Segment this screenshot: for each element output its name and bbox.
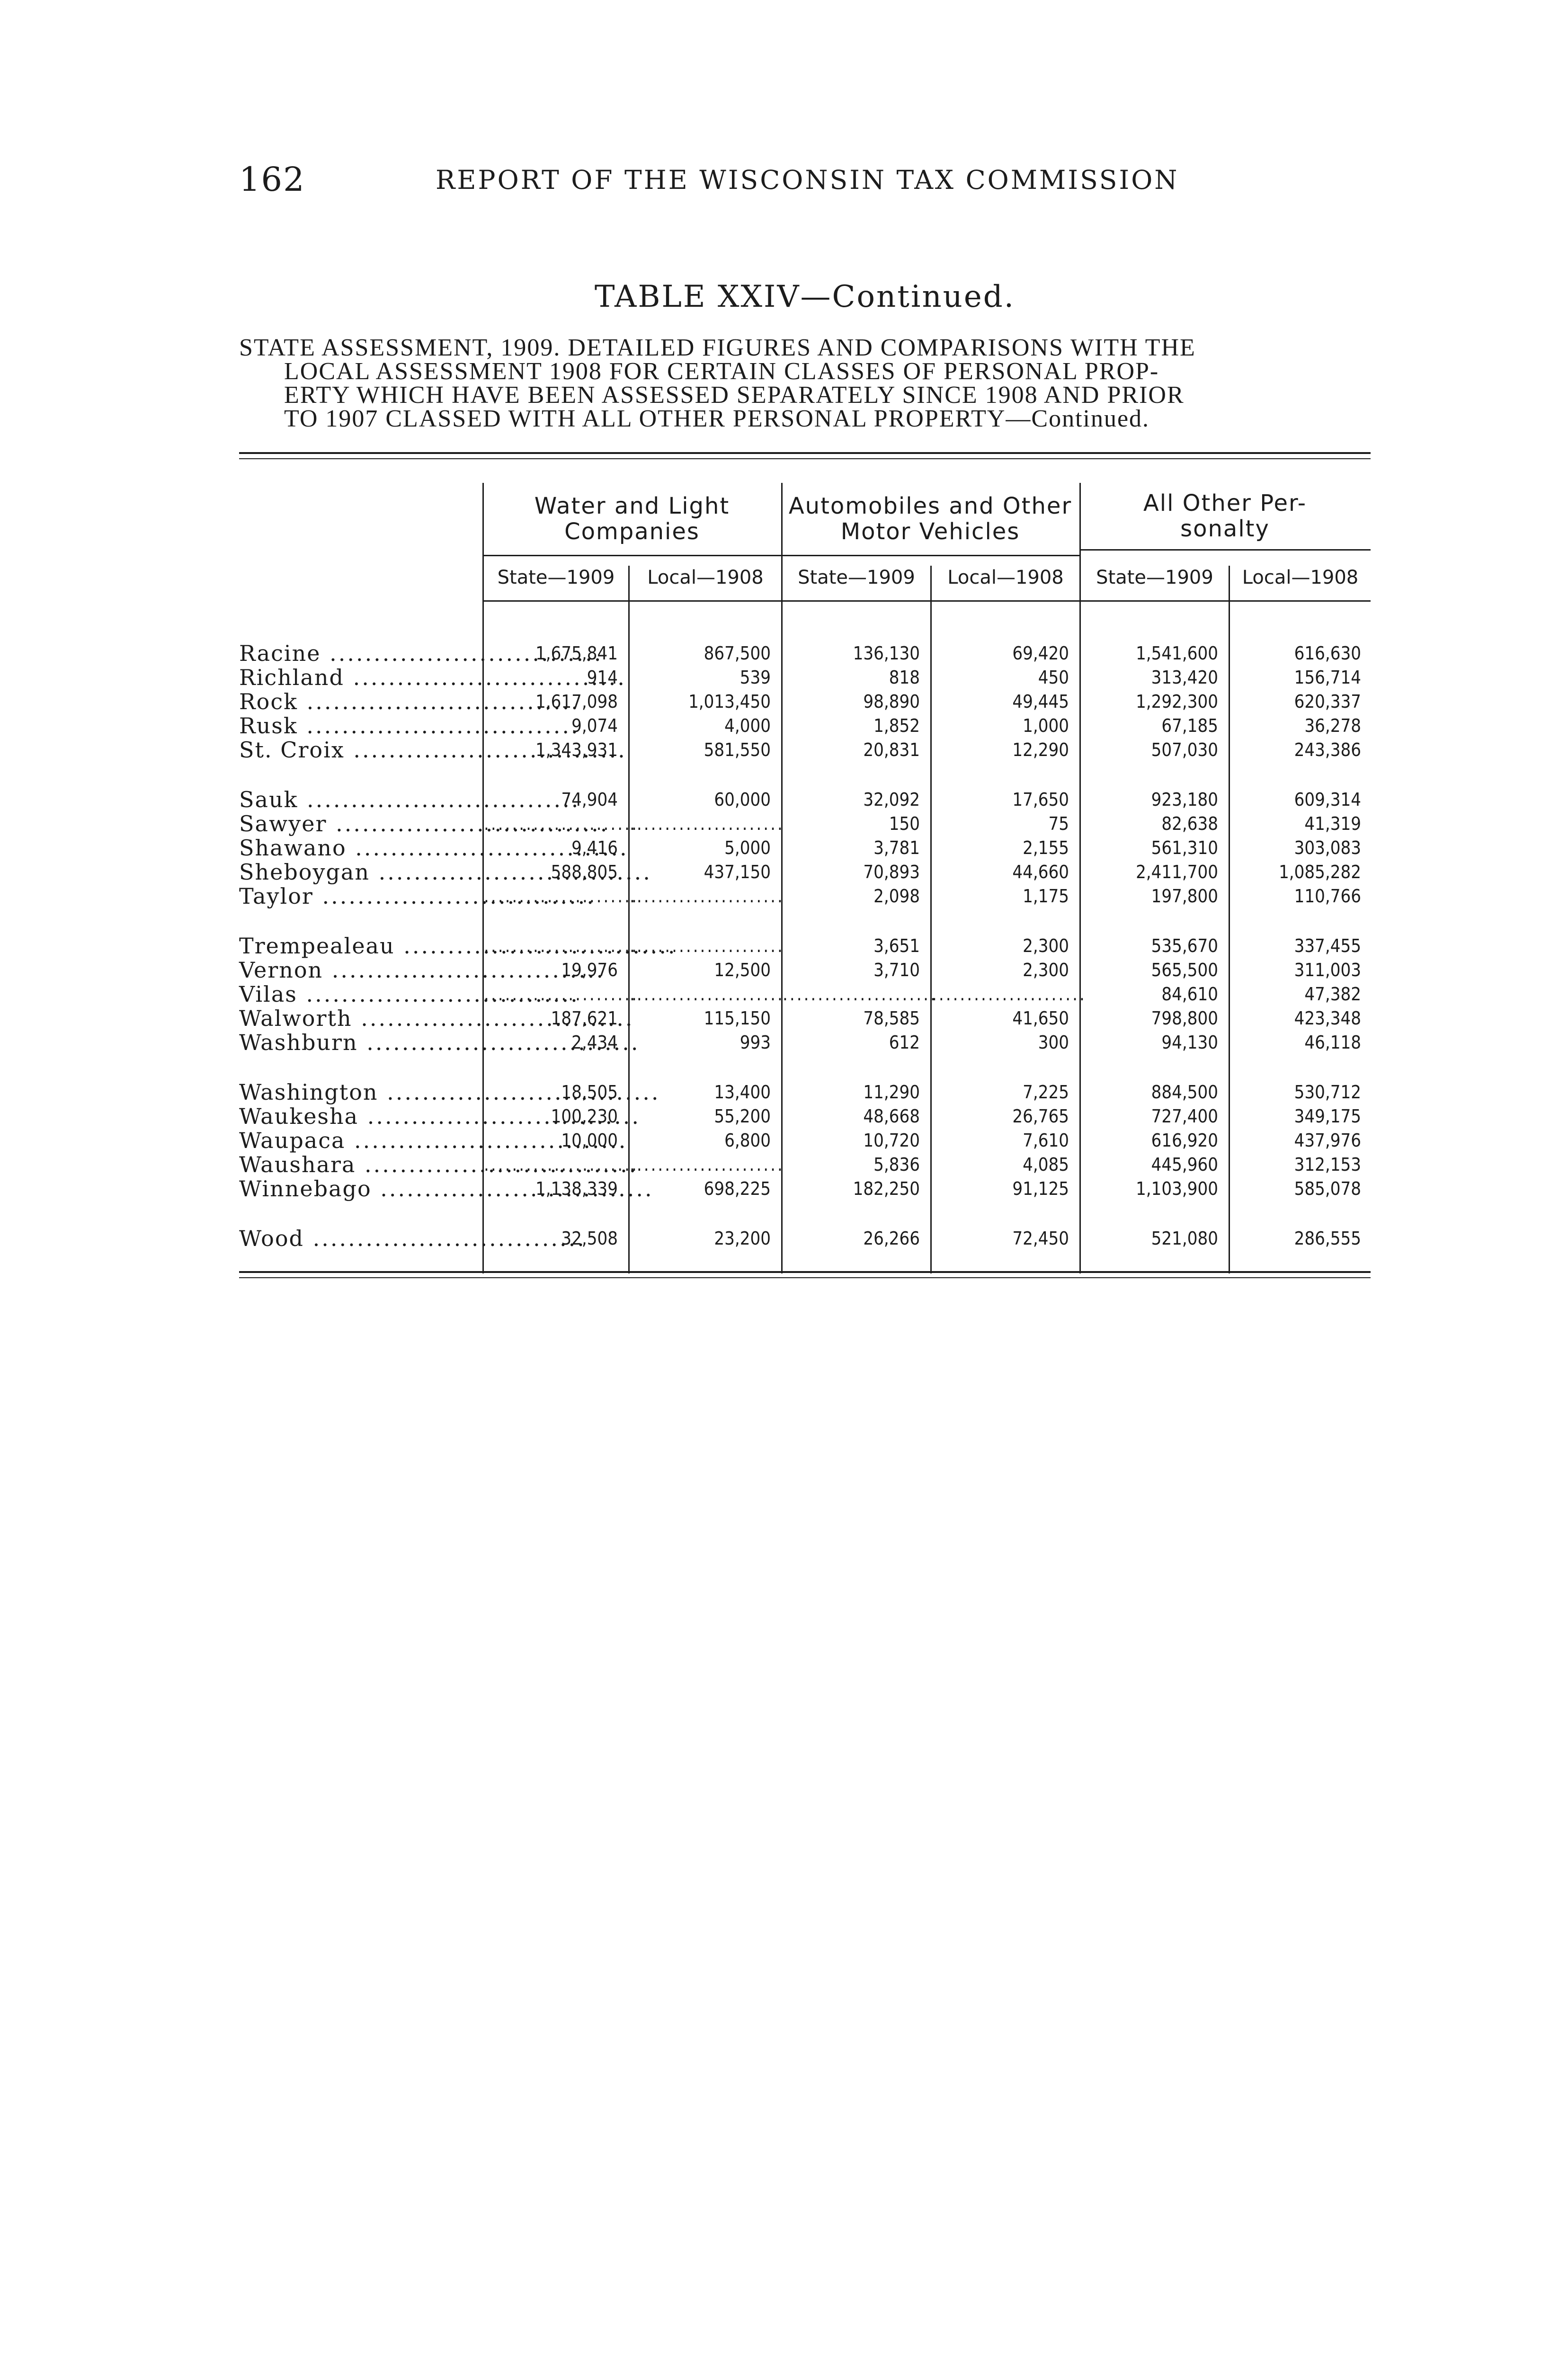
column-group-automobiles: Automobiles and Other Motor Vehicles <box>788 493 1072 545</box>
value-cell: 818 <box>889 667 920 688</box>
value-cell: 67,185 <box>1161 715 1218 736</box>
table-row <box>239 1104 1371 1128</box>
value-cell: 60,000 <box>714 789 771 810</box>
value-cell: 450 <box>1038 667 1069 688</box>
value-cell: 867,500 <box>704 643 771 664</box>
top-rule-thin <box>239 458 1371 459</box>
value-cell: 4,085 <box>1023 1154 1069 1175</box>
value-cell: 2,155 <box>1023 837 1069 858</box>
subheader-local-1908: Local—1908 <box>1242 567 1359 588</box>
county-name: Waukesha ..... <box>239 1104 476 1128</box>
county-name: Wood ..... <box>239 1227 476 1250</box>
value-cell: 23,200 <box>714 1228 771 1249</box>
value-cell: 2,434 <box>571 1032 618 1053</box>
value-cell: 9,416 <box>571 837 618 858</box>
table-row <box>239 738 1371 762</box>
value-cell: 521,080 <box>1151 1228 1218 1249</box>
county-name: Washington ..... <box>239 1080 476 1104</box>
value-cell: 7,225 <box>1023 1082 1069 1103</box>
value-cell: 46,118 <box>1304 1032 1361 1053</box>
value-cell: 303,083 <box>1294 837 1361 858</box>
value-cell: 1,085,282 <box>1279 862 1361 882</box>
empty-cell-leader: ...................... <box>484 813 639 834</box>
column-group-other-personalty: All Other Per- sonalty <box>1143 490 1307 542</box>
value-cell: 91,125 <box>1012 1178 1069 1199</box>
value-cell: 585,078 <box>1294 1178 1361 1199</box>
table-row <box>239 1177 1371 1201</box>
value-cell: 561,310 <box>1151 837 1218 858</box>
value-cell: 49,445 <box>1012 691 1069 712</box>
value-cell: 17,650 <box>1012 789 1069 810</box>
county-name: Sawyer ..... <box>239 812 476 836</box>
value-cell: 2,098 <box>873 886 920 907</box>
value-cell: 26,266 <box>863 1228 920 1249</box>
value-cell: 2,411,700 <box>1136 862 1218 882</box>
table-row <box>239 1153 1371 1176</box>
table-row <box>239 836 1371 860</box>
table-row <box>239 860 1371 884</box>
value-cell: 1,675,841 <box>535 643 618 664</box>
running-head <box>239 160 1375 198</box>
county-name: Walworth ..... <box>239 1006 476 1030</box>
value-cell: 182,250 <box>853 1178 920 1199</box>
value-cell: 1,292,300 <box>1136 691 1218 712</box>
table-row <box>239 690 1371 713</box>
value-cell: 82,638 <box>1161 813 1218 834</box>
empty-cell-leader: ...................... <box>630 1154 784 1175</box>
value-cell: 36,278 <box>1304 715 1361 736</box>
subheader-state-1909: State—1909 <box>1096 567 1213 588</box>
table-row <box>239 788 1371 811</box>
table-row <box>239 1080 1371 1104</box>
value-cell: 530,712 <box>1294 1082 1361 1103</box>
empty-cell-leader: ...................... <box>484 886 639 907</box>
bottom-rule-thin <box>239 1277 1371 1278</box>
value-cell: 1,343,931 <box>535 739 618 760</box>
value-cell: 1,000 <box>1023 715 1069 736</box>
group-underline <box>1079 549 1371 551</box>
bottom-rule <box>239 1271 1371 1273</box>
table-caption <box>239 336 1371 431</box>
county-name: Washburn ..... <box>239 1031 476 1054</box>
value-cell: 507,030 <box>1151 739 1218 760</box>
value-cell: 19,976 <box>561 960 618 980</box>
county-name: Winnebago ..... <box>239 1177 476 1201</box>
value-cell: 2,300 <box>1023 935 1069 956</box>
value-cell: 84,610 <box>1161 984 1218 1005</box>
value-cell: 12,500 <box>714 960 771 980</box>
assessment-table <box>239 473 1371 1278</box>
county-name: Racine ..... <box>239 641 476 665</box>
value-cell: 286,555 <box>1294 1228 1361 1249</box>
subheader-state-1909: State—1909 <box>497 567 615 588</box>
county-name: Richland ..... <box>239 666 476 689</box>
value-cell: 1,852 <box>873 715 920 736</box>
value-cell: 9,074 <box>571 715 618 736</box>
county-name: Waushara ..... <box>239 1153 476 1176</box>
county-name: Rock ..... <box>239 690 476 713</box>
value-cell: 10,720 <box>863 1130 920 1151</box>
empty-cell-leader: ...................... <box>484 1154 639 1175</box>
value-cell: 437,150 <box>704 862 771 882</box>
table-row <box>239 714 1371 738</box>
county-name: Vernon ..... <box>239 958 476 982</box>
value-cell: 41,650 <box>1012 1008 1069 1029</box>
county-name: St. Croix ..... <box>239 738 476 762</box>
empty-cell-leader: ...................... <box>484 984 639 1005</box>
value-cell: 69,420 <box>1012 643 1069 664</box>
value-cell: 243,386 <box>1294 739 1361 760</box>
value-cell: 1,103,900 <box>1136 1178 1218 1199</box>
value-cell: 7,610 <box>1023 1130 1069 1151</box>
value-cell: 110,766 <box>1294 886 1361 907</box>
value-cell: 2,300 <box>1023 960 1069 980</box>
value-cell: 75 <box>1048 813 1069 834</box>
value-cell: 100,230 <box>551 1106 618 1127</box>
empty-cell-leader: ...................... <box>484 935 639 956</box>
county-name: Vilas ..... <box>239 982 476 1006</box>
value-cell: 884,500 <box>1151 1082 1218 1103</box>
value-cell: 588,805 <box>551 862 618 882</box>
county-name: Shawano ..... <box>239 836 476 860</box>
value-cell: 437,976 <box>1294 1130 1361 1151</box>
value-cell: 94,130 <box>1161 1032 1218 1053</box>
table-row <box>239 1129 1371 1152</box>
subheader-state-1909: State—1909 <box>798 567 915 588</box>
value-cell: 78,585 <box>863 1008 920 1029</box>
value-cell: 44,660 <box>1012 862 1069 882</box>
empty-cell-leader: ...................... <box>932 984 1087 1005</box>
table-row <box>239 666 1371 689</box>
value-cell: 10,000 <box>561 1130 618 1151</box>
value-cell: 20,831 <box>863 739 920 760</box>
running-title: REPORT OF THE WISCONSIN TAX COMMISSION <box>436 165 1179 195</box>
county-name: Sheboygan ..... <box>239 860 476 884</box>
value-cell: 581,550 <box>704 739 771 760</box>
value-cell: 72,450 <box>1012 1228 1069 1249</box>
empty-cell-leader: ...................... <box>630 984 784 1005</box>
value-cell: 136,130 <box>853 643 920 664</box>
value-cell: 616,630 <box>1294 643 1361 664</box>
value-cell: 914 <box>587 667 618 688</box>
caption-line: ERTY WHICH HAVE BEEN ASSESSED SEPARATELY SINCE 1908 AND PRIOR <box>284 382 1185 409</box>
table-row <box>239 884 1371 908</box>
value-cell: 445,960 <box>1151 1154 1218 1175</box>
value-cell: 312,153 <box>1294 1154 1361 1175</box>
value-cell: 539 <box>739 667 771 688</box>
value-cell: 26,765 <box>1012 1106 1069 1127</box>
value-cell: 993 <box>739 1032 771 1053</box>
value-cell: 1,617,098 <box>535 691 618 712</box>
value-cell: 311,003 <box>1294 960 1361 980</box>
caption-line: STATE ASSESSMENT, 1909. DETAILED FIGURES AND COMPARISONS WITH THE <box>239 334 1196 361</box>
table-row <box>239 641 1371 665</box>
county-name: Waupaca ..... <box>239 1129 476 1152</box>
empty-cell-leader: ...................... <box>630 886 784 907</box>
value-cell: 535,670 <box>1151 935 1218 956</box>
value-cell: 3,651 <box>873 935 920 956</box>
group-underline <box>482 555 781 556</box>
value-cell: 1,013,450 <box>688 691 771 712</box>
value-cell: 923,180 <box>1151 789 1218 810</box>
value-cell: 5,836 <box>873 1154 920 1175</box>
value-cell: 12,290 <box>1012 739 1069 760</box>
county-name: Taylor ..... <box>239 884 476 908</box>
value-cell: 156,714 <box>1294 667 1361 688</box>
value-cell: 3,781 <box>873 837 920 858</box>
value-cell: 4,000 <box>724 715 771 736</box>
table-title: TABLE XXIV—Continued. <box>594 279 1016 314</box>
value-cell: 11,290 <box>863 1082 920 1103</box>
county-name: Trempealeau ..... <box>239 934 476 958</box>
value-cell: 74,904 <box>561 789 618 810</box>
value-cell: 565,500 <box>1151 960 1218 980</box>
value-cell: 1,175 <box>1023 886 1069 907</box>
value-cell: 423,348 <box>1294 1008 1361 1029</box>
value-cell: 18,505 <box>561 1082 618 1103</box>
value-cell: 698,225 <box>704 1178 771 1199</box>
caption-line: TO 1907 CLASSED WITH ALL OTHER PERSONAL PROPERTY—Continued. <box>284 405 1150 432</box>
subheader-local-1908: Local—1908 <box>647 567 764 588</box>
empty-cell-leader: ...................... <box>630 935 784 956</box>
value-cell: 13,400 <box>714 1082 771 1103</box>
value-cell: 609,314 <box>1294 789 1361 810</box>
value-cell: 150 <box>889 813 920 834</box>
table-row <box>239 1227 1371 1250</box>
value-cell: 70,893 <box>863 862 920 882</box>
value-cell: 616,920 <box>1151 1130 1218 1151</box>
caption-line: LOCAL ASSESSMENT 1908 FOR CERTAIN CLASSES OF PERSONAL PROP- <box>284 358 1159 385</box>
value-cell: 41,319 <box>1304 813 1361 834</box>
value-cell: 313,420 <box>1151 667 1218 688</box>
value-cell: 55,200 <box>714 1106 771 1127</box>
value-cell: 32,092 <box>863 789 920 810</box>
value-cell: 727,400 <box>1151 1106 1218 1127</box>
value-cell: 1,138,339 <box>535 1178 618 1199</box>
empty-cell-leader: ...................... <box>783 984 937 1005</box>
value-cell: 48,668 <box>863 1106 920 1127</box>
subheader-underline <box>482 600 1371 602</box>
table-row <box>239 934 1371 958</box>
value-cell: 798,800 <box>1151 1008 1218 1029</box>
table-row <box>239 958 1371 982</box>
value-cell: 197,800 <box>1151 886 1218 907</box>
subheader-local-1908: Local—1908 <box>947 567 1064 588</box>
value-cell: 187,621 <box>551 1008 618 1029</box>
value-cell: 337,455 <box>1294 935 1361 956</box>
value-cell: 3,710 <box>873 960 920 980</box>
page-number: 162 <box>239 160 305 199</box>
column-group-water-light: Water and Light Companies <box>534 493 730 545</box>
table-row <box>239 1031 1371 1054</box>
top-rule <box>239 452 1371 454</box>
value-cell: 612 <box>889 1032 920 1053</box>
value-cell: 349,175 <box>1294 1106 1361 1127</box>
value-cell: 620,337 <box>1294 691 1361 712</box>
value-cell: 300 <box>1038 1032 1069 1053</box>
value-cell: 47,382 <box>1304 984 1361 1005</box>
table-row <box>239 1006 1371 1030</box>
table-row <box>239 812 1371 836</box>
value-cell: 98,890 <box>863 691 920 712</box>
value-cell: 6,800 <box>724 1130 771 1151</box>
group-underline <box>781 555 1079 556</box>
empty-cell-leader: ...................... <box>630 813 784 834</box>
county-name: Sauk ..... <box>239 788 476 811</box>
value-cell: 115,150 <box>704 1008 771 1029</box>
value-cell: 32,508 <box>561 1228 618 1249</box>
table-row <box>239 982 1371 1006</box>
value-cell: 1,541,600 <box>1136 643 1218 664</box>
value-cell: 5,000 <box>724 837 771 858</box>
county-name: Rusk ..... <box>239 714 476 738</box>
